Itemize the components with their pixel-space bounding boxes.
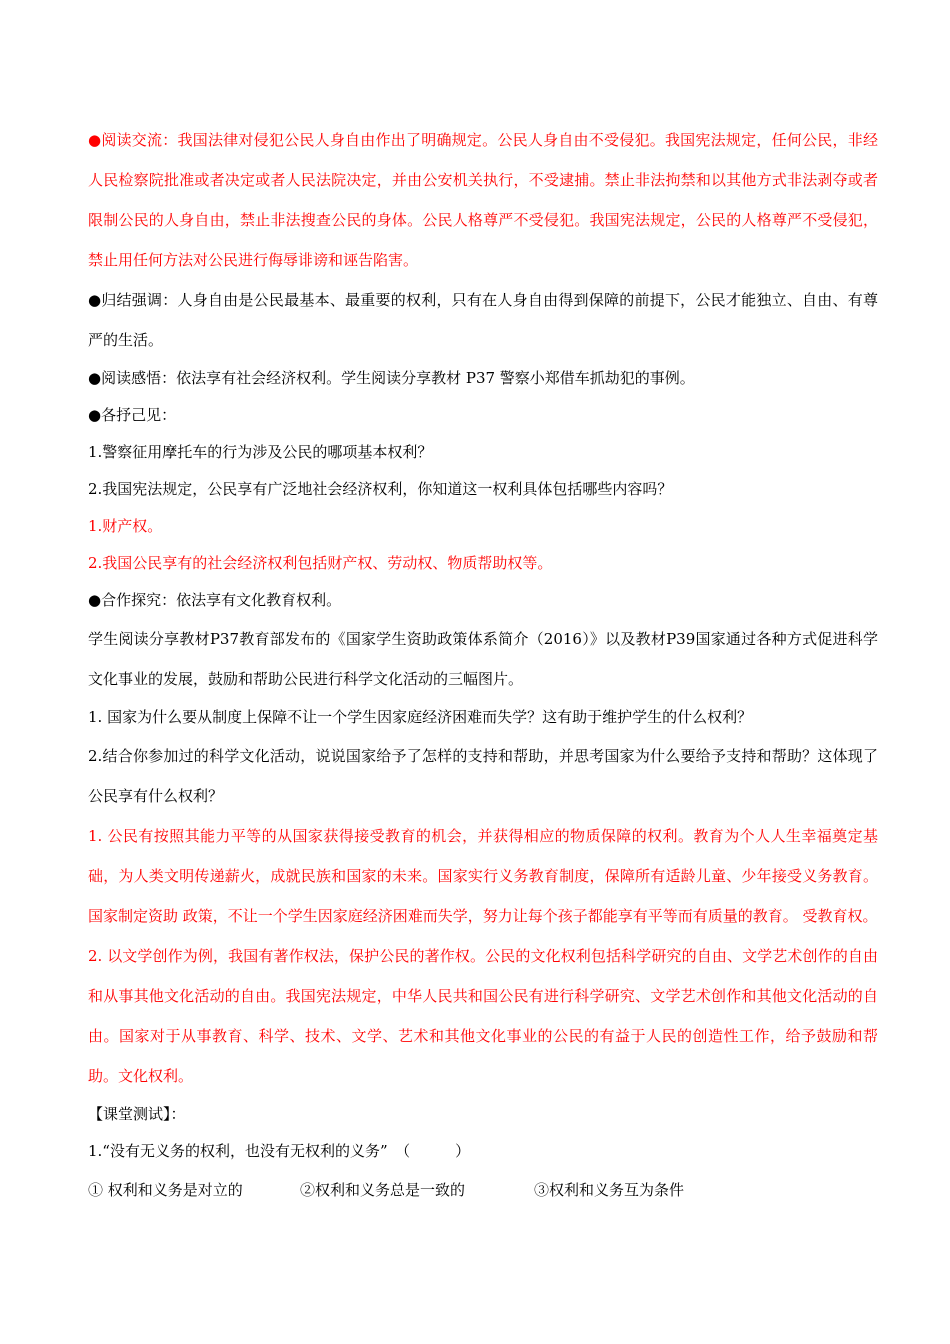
question-4: 2.结合你参加过的科学文化活动，说说国家给予了怎样的支持和帮助，并思考国家为什么要给予支持和帮助？这体现了公民享有什么权利？: [88, 747, 878, 805]
question-1: 1.警察征用摩托车的行为涉及公民的哪项基本权利？: [88, 443, 433, 461]
paragraph-cooperation: ●合作探究：依法享有文化教育权利。: [88, 591, 342, 609]
test-options: [88, 1172, 878, 1209]
document-page: [88, 120, 878, 1209]
paragraph-reading-insight: ●阅读感悟：依法享有社会经济权利。学生阅读分享教材 P37 警察小郑借车抓劫犯的事例。: [88, 369, 695, 387]
paragraph-summary: ●归结强调：人身自由是公民最基本、最重要的权利，只有在人身自由得到保障的前提下，公民才能独立、自由、有尊严的生活。: [88, 291, 878, 349]
test-question-1: 1.“没有无义务的权利，也没有无权利的义务” （ ）: [88, 1142, 471, 1160]
answer-1: 1.财产权。: [88, 517, 163, 535]
test-option-2: ②权利和义务总是一致的: [300, 1181, 466, 1199]
test-option-3: ③权利和义务互为条件: [534, 1181, 685, 1199]
question-3: 1. 国家为什么要从制度上保障不让一个学生因家庭经济困难而失学？这有助于维护学生的什么权利？: [88, 708, 753, 726]
paragraph-opinions: ●各抒己见：: [88, 406, 177, 424]
paragraph-reading-exchange: ●阅读交流：我国法律对侵犯公民人身自由作出了明确规定。公民人身自由不受侵犯。我国宪法规定，任何公民，非经人民检察院批准或者决定或者人民法院决定，并由公安机关执行，不受逮捕。禁止非法拘禁和以其他方式非法剥夺或者限制公民的人身自由，禁止非法搜查公民的身体。公民人格尊严不受侵犯。我国宪法规定，公民的人格尊严不受侵犯，禁止用任何方法对公民进行侮辱诽谤和诬告陷害。: [88, 131, 878, 269]
question-2: 2.我国宪法规定，公民享有广泛地社会经济权利，你知道这一权利具体包括哪些内容吗？: [88, 480, 673, 498]
test-option-1: ① 权利和义务是对立的: [88, 1181, 243, 1199]
test-heading: 【课堂测试】：: [88, 1105, 186, 1123]
answer-2: 2.我国公民享有的社会经济权利包括财产权、劳动权、物质帮助权等。: [88, 554, 553, 572]
answer-4: 2. 以文学创作为例，我国有著作权法，保护公民的著作权。公民的文化权利包括科学研究的自由、文学艺术创作的自由和从事其他文化活动的自由。我国宪法规定，中华人民共和国公民有进行科学研究、文学艺术创作和其他文化活动的自由。国家对于从事教育、科学、技术、文学、艺术和其他文化事业的公民的有益于人民的创造性工作，给予鼓励和帮助。文化权利。: [88, 947, 878, 1085]
answer-3: 1. 公民有按照其能力平等的从国家获得接受教育的机会，并获得相应的物质保障的权利。教育为个人人生幸福奠定基础，为人类文明传递薪火，成就民族和国家的未来。国家实行义务教育制度，保障所有适龄儿童、少年接受义务教育。国家制定资助 政策，不让一个学生因家庭经济困难而失学，努力让每个孩子都能享有平等而有质量的教育。 受教育权。: [88, 827, 878, 925]
paragraph-students-read: 学生阅读分享教材P37教育部发布的《国家学生资助政策体系简介（2016）》以及教材P39国家通过各种方式促进科学文化事业的发展，鼓励和帮助公民进行科学文化活动的三幅图片。: [88, 630, 878, 688]
